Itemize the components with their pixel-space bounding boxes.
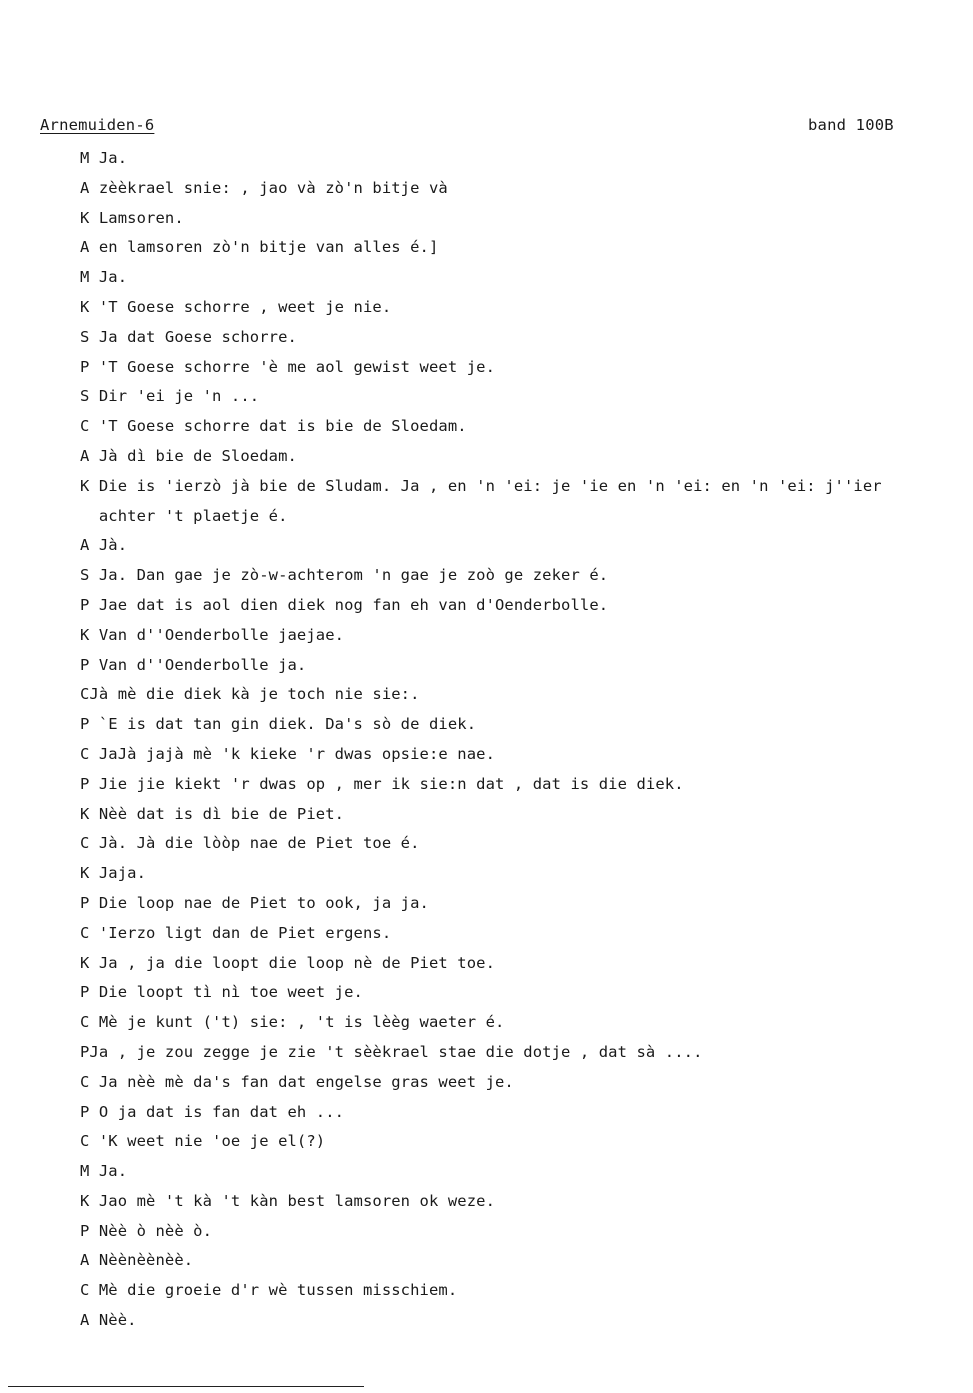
transcript-line: A Nèè. xyxy=(80,1311,137,1330)
transcript-line: C Jà. Jà die lòòp nae de Piet toe é. xyxy=(80,834,420,853)
transcript-line: K Die is 'ierzò jà bie de Sludam. Ja , en 'n 'ei: je 'ie en 'n 'ei: en 'n 'ei: j''ier xyxy=(80,476,882,495)
transcript-line: P Van d''Oenderbolle ja. xyxy=(80,655,307,674)
transcript-line: K Ja , ja die loopt die loop nè de Piet toe. xyxy=(80,953,495,972)
transcript-line: CJà mè die diek kà je toch nie sie:. xyxy=(80,685,420,704)
transcript-line: A Jà. xyxy=(80,536,128,555)
transcript-line: C 'K weet nie 'oe je el(?) xyxy=(80,1132,326,1151)
transcript-line: S Ja. Dan gae je zò-w-achterom 'n gae je zoò ge zeker é. xyxy=(80,566,609,585)
transcript-line: P Die loopt tì nì toe weet je. xyxy=(80,983,363,1002)
transcript-line: S Dir 'ei je 'n ... xyxy=(80,387,260,406)
transcript-line: C Mè je kunt ('t) sie: , 't is lèèg waeter é. xyxy=(80,1013,505,1032)
transcript-line: K Van d''Oenderbolle jaejae. xyxy=(80,625,345,644)
band-label: band 100B xyxy=(808,116,894,134)
transcript-line: C JaJà jajà mè 'k kieke 'r dwas opsie:e nae. xyxy=(80,744,495,763)
transcript-line: P Jae dat is aol dien diek nog fan eh van d'Oenderbolle. xyxy=(80,595,609,614)
transcript-line: K Nèè dat is dì bie de Piet. xyxy=(80,804,345,823)
transcript-line: C Mè die groeie d'r wè tussen misschiem. xyxy=(80,1281,458,1300)
transcript-line: K 'T Goese schorre , weet je nie. xyxy=(80,297,392,316)
transcript-line: A Nèènèènèè. xyxy=(80,1251,194,1270)
transcript-line: P Nèè ò nèè ò. xyxy=(80,1221,213,1240)
transcript-line: M Ja. xyxy=(80,268,128,287)
transcript-line: A en lamsoren zò'n bitje van alles é.] xyxy=(80,238,439,257)
transcript-line: P `E is dat tan gin diek. Da's sò de diek. xyxy=(80,715,477,734)
transcript-line: M Ja. xyxy=(80,1162,128,1181)
transcript-line: M Ja. xyxy=(80,149,128,167)
transcript-line: P Die loop nae de Piet to ook, ja ja. xyxy=(80,893,429,912)
footer-rule xyxy=(8,1386,364,1387)
transcript-line: K Lamsoren. xyxy=(80,208,184,227)
page-title: Arnemuiden-6 xyxy=(40,116,155,134)
transcript-line: C 'T Goese schorre dat is bie de Sloedam. xyxy=(80,417,467,436)
transcript-line: K Jao mè 't kà 't kàn best lamsoren ok weze. xyxy=(80,1191,495,1210)
transcript-line: C 'Ierzo ligt dan de Piet ergens. xyxy=(80,923,392,942)
transcript-line: S Ja dat Goese schorre. xyxy=(80,327,297,346)
transcript-line: P O ja dat is fan dat eh ... xyxy=(80,1102,345,1121)
transcript-line: P 'T Goese schorre 'è me aol gewist weet je. xyxy=(80,357,495,376)
transcript-line: C Ja nèè mè da's fan dat engelse gras weet je. xyxy=(80,1072,514,1091)
transcript-line: K Jaja. xyxy=(80,864,147,883)
transcript-line: A zèèkrael snie: , jao và zò'n bitje và xyxy=(80,178,448,197)
transcript-line: achter 't plaetje é. xyxy=(80,506,288,525)
transcript-line: A Jà dì bie de Sloedam. xyxy=(80,446,297,465)
transcript-line: PJa , je zou zegge je zie 't sèèkrael stae die dotje , dat sà .... xyxy=(80,1042,703,1061)
transcript-line: P Jie jie kiekt 'r dwas op , mer ik sie:n dat , dat is die diek. xyxy=(80,774,684,793)
transcript-lines xyxy=(80,148,950,1340)
